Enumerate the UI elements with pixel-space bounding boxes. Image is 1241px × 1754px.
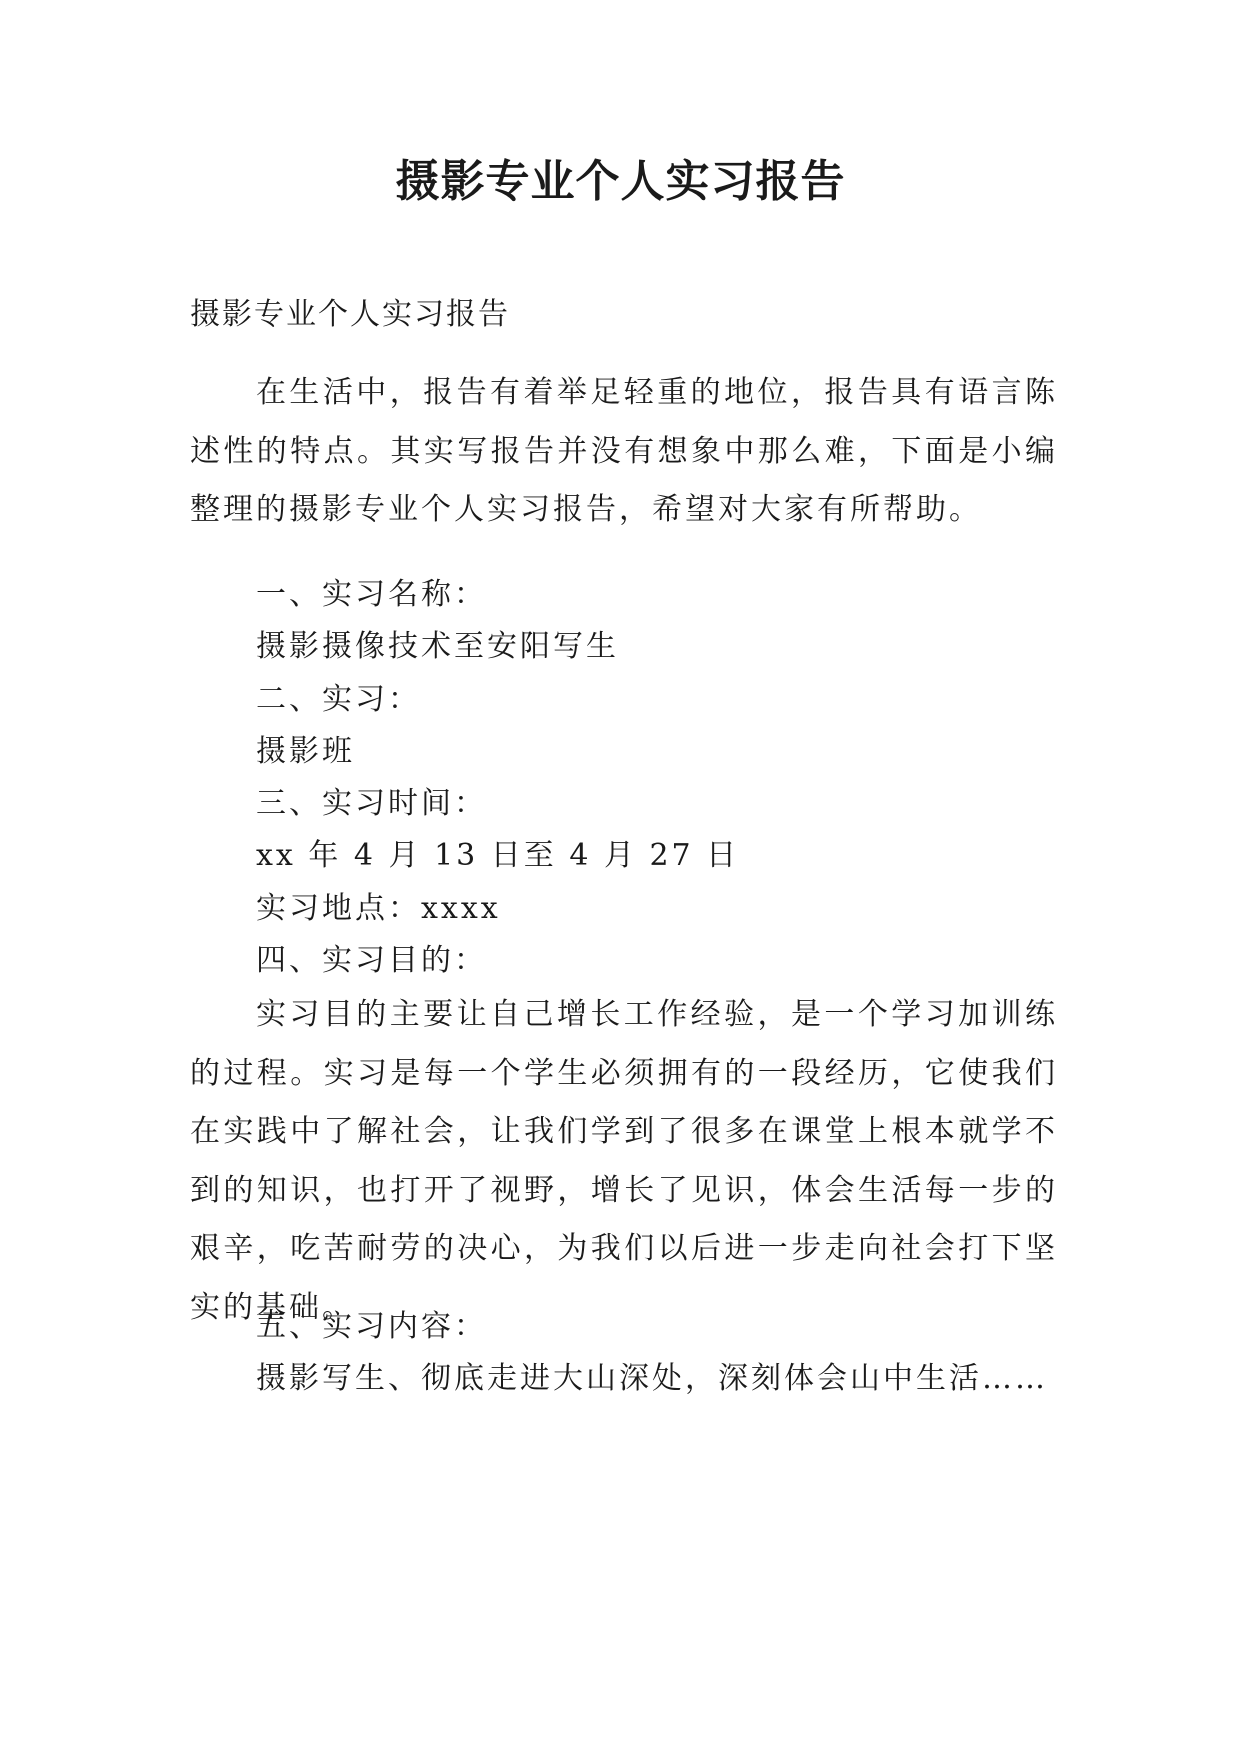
section5-body: 摄影写生、彻底走进大山深处，深刻体会山中生活……	[256, 1361, 1048, 1396]
section3-value: xx 年 4 月 13 日至 4 月 27 日	[256, 838, 740, 873]
section5-heading: 五、实习内容：	[256, 1309, 487, 1344]
section3-heading: 三、实习时间：	[256, 786, 487, 821]
section1-value: 摄影摄像技术至安阳写生	[256, 629, 619, 664]
section4-heading: 四、实习目的：	[256, 943, 487, 978]
document-subtitle: 摄影专业个人实习报告	[190, 297, 510, 332]
section1-heading: 一、实习名称：	[256, 577, 487, 612]
intro-paragraph: 在生活中，报告有着举足轻重的地位，报告具有语言陈述性的特点。其实写报告并没有想象中那么难，下面是小编整理的摄影专业个人实习报告，希望对大家有所帮助。	[190, 375, 1058, 527]
section2-heading: 二、实习：	[256, 682, 421, 717]
document-title: 摄影专业个人实习报告	[395, 156, 846, 207]
section2-value: 摄影班	[256, 734, 355, 769]
section4-body: 实习目的主要让自己增长工作经验，是一个学习加训练的过程。实习是每一个学生必须拥有的一段经历，它使我们在实践中了解社会，让我们学到了很多在课堂上根本就学不到的知识，也打开了视野，增长了见识，体会生活每一步的艰辛，吃苦耐劳的决心，为我们以后进一步走向社会打下坚实的基础。	[190, 997, 1058, 1325]
location-line: 实习地点：xxxx	[256, 891, 501, 926]
